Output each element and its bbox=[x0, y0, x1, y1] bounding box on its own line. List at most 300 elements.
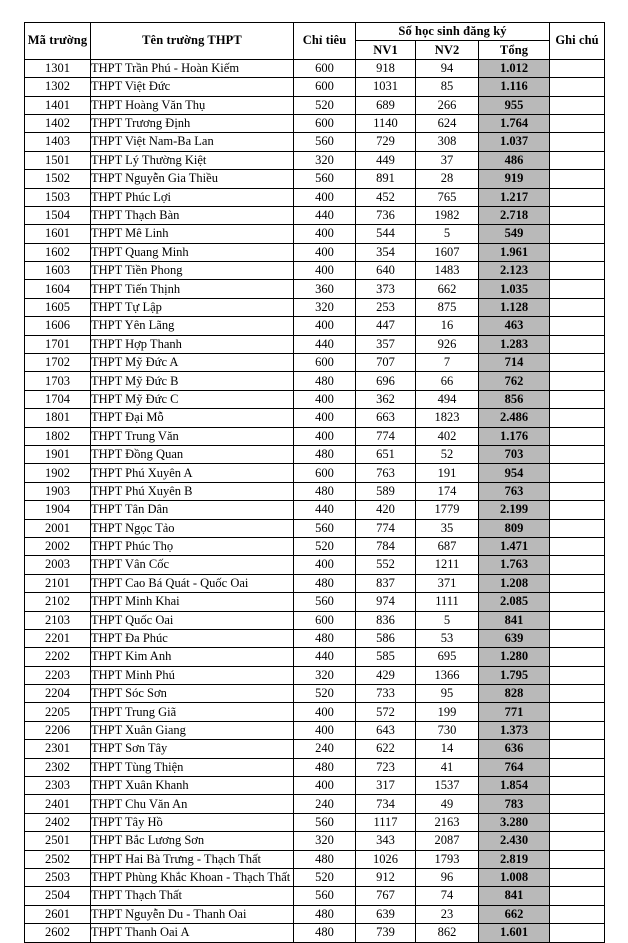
cell-note bbox=[550, 170, 605, 188]
cell-school-code: 1702 bbox=[25, 354, 91, 372]
cell-nv1: 651 bbox=[356, 445, 416, 463]
cell-total: 809 bbox=[479, 519, 550, 537]
cell-school-name: THPT Nguyễn Gia Thiều bbox=[91, 170, 294, 188]
cell-school-code: 1703 bbox=[25, 372, 91, 390]
cell-quota: 440 bbox=[294, 648, 356, 666]
cell-nv2: 53 bbox=[416, 629, 479, 647]
cell-quota: 240 bbox=[294, 795, 356, 813]
cell-nv1: 918 bbox=[356, 59, 416, 77]
cell-total: 2.819 bbox=[479, 850, 550, 868]
table-row bbox=[25, 335, 605, 353]
cell-nv1: 253 bbox=[356, 298, 416, 316]
cell-nv2: 7 bbox=[416, 354, 479, 372]
cell-quota: 440 bbox=[294, 335, 356, 353]
column-header-school-code: Mã trường bbox=[25, 23, 91, 60]
table-row bbox=[25, 519, 605, 537]
cell-school-code: 1801 bbox=[25, 409, 91, 427]
cell-school-name: THPT Thạch Bàn bbox=[91, 206, 294, 224]
cell-quota: 400 bbox=[294, 721, 356, 739]
cell-nv2: 28 bbox=[416, 170, 479, 188]
cell-note bbox=[550, 151, 605, 169]
table-row bbox=[25, 427, 605, 445]
cell-nv1: 689 bbox=[356, 96, 416, 114]
cell-note bbox=[550, 648, 605, 666]
cell-school-name: THPT Trung Văn bbox=[91, 427, 294, 445]
cell-school-name: THPT Việt Nam-Ba Lan bbox=[91, 133, 294, 151]
table-row bbox=[25, 133, 605, 151]
cell-nv2: 95 bbox=[416, 685, 479, 703]
cell-school-name: THPT Xuân Khanh bbox=[91, 777, 294, 795]
cell-total: 2.085 bbox=[479, 593, 550, 611]
table-row bbox=[25, 188, 605, 206]
cell-nv1: 544 bbox=[356, 225, 416, 243]
cell-quota: 400 bbox=[294, 243, 356, 261]
cell-nv1: 891 bbox=[356, 170, 416, 188]
cell-nv1: 373 bbox=[356, 280, 416, 298]
cell-nv2: 687 bbox=[416, 537, 479, 555]
cell-school-name: THPT Tiến Thịnh bbox=[91, 280, 294, 298]
cell-nv1: 452 bbox=[356, 188, 416, 206]
cell-school-name: THPT Xuân Giang bbox=[91, 721, 294, 739]
cell-nv1: 343 bbox=[356, 832, 416, 850]
cell-school-code: 2002 bbox=[25, 537, 91, 555]
cell-nv1: 429 bbox=[356, 666, 416, 684]
cell-school-code: 1802 bbox=[25, 427, 91, 445]
cell-total: 636 bbox=[479, 740, 550, 758]
cell-total: 2.486 bbox=[479, 409, 550, 427]
cell-school-code: 1402 bbox=[25, 114, 91, 132]
cell-nv1: 449 bbox=[356, 151, 416, 169]
cell-school-code: 2302 bbox=[25, 758, 91, 776]
cell-nv2: 174 bbox=[416, 482, 479, 500]
cell-school-code: 1604 bbox=[25, 280, 91, 298]
table-row bbox=[25, 409, 605, 427]
cell-total: 639 bbox=[479, 629, 550, 647]
cell-total: 1.795 bbox=[479, 666, 550, 684]
cell-school-code: 2602 bbox=[25, 924, 91, 942]
cell-total: 1.961 bbox=[479, 243, 550, 261]
cell-school-code: 2204 bbox=[25, 685, 91, 703]
cell-total: 1.471 bbox=[479, 537, 550, 555]
cell-quota: 400 bbox=[294, 427, 356, 445]
cell-total: 1.601 bbox=[479, 924, 550, 942]
cell-quota: 560 bbox=[294, 133, 356, 151]
cell-school-name: THPT Thạch Thất bbox=[91, 887, 294, 905]
table-row bbox=[25, 556, 605, 574]
cell-school-code: 2601 bbox=[25, 905, 91, 923]
cell-nv1: 739 bbox=[356, 924, 416, 942]
cell-note bbox=[550, 59, 605, 77]
cell-nv2: 402 bbox=[416, 427, 479, 445]
cell-note bbox=[550, 850, 605, 868]
cell-total: 2.718 bbox=[479, 206, 550, 224]
cell-quota: 400 bbox=[294, 188, 356, 206]
cell-note bbox=[550, 777, 605, 795]
cell-school-name: THPT Phú Xuyên A bbox=[91, 464, 294, 482]
table-header bbox=[25, 23, 605, 60]
cell-nv2: 66 bbox=[416, 372, 479, 390]
table-row bbox=[25, 59, 605, 77]
cell-quota: 600 bbox=[294, 464, 356, 482]
cell-nv1: 589 bbox=[356, 482, 416, 500]
cell-nv1: 974 bbox=[356, 593, 416, 611]
cell-quota: 480 bbox=[294, 850, 356, 868]
cell-total: 1.176 bbox=[479, 427, 550, 445]
cell-nv2: 926 bbox=[416, 335, 479, 353]
cell-nv2: 1111 bbox=[416, 593, 479, 611]
column-header-school-name: Tên trường THPT bbox=[91, 23, 294, 60]
cell-quota: 560 bbox=[294, 593, 356, 611]
cell-quota: 400 bbox=[294, 225, 356, 243]
table-row bbox=[25, 501, 605, 519]
cell-school-name: THPT Mê Linh bbox=[91, 225, 294, 243]
cell-note bbox=[550, 887, 605, 905]
cell-nv2: 41 bbox=[416, 758, 479, 776]
cell-nv2: 1537 bbox=[416, 777, 479, 795]
cell-nv1: 552 bbox=[356, 556, 416, 574]
cell-school-name: THPT Tây Hồ bbox=[91, 813, 294, 831]
cell-school-name: THPT Phúc Thọ bbox=[91, 537, 294, 555]
table-row bbox=[25, 629, 605, 647]
column-header-nv1: NV1 bbox=[356, 41, 416, 59]
cell-nv2: 94 bbox=[416, 59, 479, 77]
cell-nv1: 734 bbox=[356, 795, 416, 813]
cell-nv1: 1026 bbox=[356, 850, 416, 868]
cell-nv2: 1483 bbox=[416, 262, 479, 280]
cell-nv2: 494 bbox=[416, 390, 479, 408]
cell-school-code: 1504 bbox=[25, 206, 91, 224]
table-row bbox=[25, 372, 605, 390]
cell-nv1: 729 bbox=[356, 133, 416, 151]
table-row bbox=[25, 225, 605, 243]
cell-nv1: 420 bbox=[356, 501, 416, 519]
cell-school-code: 1502 bbox=[25, 170, 91, 188]
cell-quota: 600 bbox=[294, 59, 356, 77]
cell-note bbox=[550, 133, 605, 151]
table-row bbox=[25, 482, 605, 500]
cell-school-code: 2501 bbox=[25, 832, 91, 850]
cell-nv2: 37 bbox=[416, 151, 479, 169]
cell-nv1: 357 bbox=[356, 335, 416, 353]
cell-total: 662 bbox=[479, 905, 550, 923]
cell-nv2: 1211 bbox=[416, 556, 479, 574]
cell-quota: 320 bbox=[294, 832, 356, 850]
cell-total: 764 bbox=[479, 758, 550, 776]
table-row bbox=[25, 151, 605, 169]
cell-school-name: THPT Phúc Lợi bbox=[91, 188, 294, 206]
cell-school-code: 2101 bbox=[25, 574, 91, 592]
cell-quota: 560 bbox=[294, 813, 356, 831]
cell-total: 955 bbox=[479, 96, 550, 114]
cell-note bbox=[550, 574, 605, 592]
table-row bbox=[25, 721, 605, 739]
cell-note bbox=[550, 464, 605, 482]
cell-quota: 560 bbox=[294, 887, 356, 905]
table-row bbox=[25, 666, 605, 684]
cell-nv2: 1982 bbox=[416, 206, 479, 224]
cell-nv1: 639 bbox=[356, 905, 416, 923]
cell-quota: 480 bbox=[294, 758, 356, 776]
cell-school-code: 2206 bbox=[25, 721, 91, 739]
cell-note bbox=[550, 427, 605, 445]
cell-nv1: 774 bbox=[356, 427, 416, 445]
cell-total: 1.012 bbox=[479, 59, 550, 77]
cell-school-name: THPT Tùng Thiện bbox=[91, 758, 294, 776]
table-row bbox=[25, 795, 605, 813]
table-row bbox=[25, 96, 605, 114]
cell-total: 2.430 bbox=[479, 832, 550, 850]
table-row bbox=[25, 648, 605, 666]
cell-note bbox=[550, 317, 605, 335]
table-row bbox=[25, 685, 605, 703]
cell-nv1: 912 bbox=[356, 868, 416, 886]
cell-nv1: 447 bbox=[356, 317, 416, 335]
cell-school-name: THPT Mỹ Đức C bbox=[91, 390, 294, 408]
cell-nv1: 696 bbox=[356, 372, 416, 390]
cell-nv1: 663 bbox=[356, 409, 416, 427]
cell-school-code: 2402 bbox=[25, 813, 91, 831]
cell-total: 783 bbox=[479, 795, 550, 813]
cell-total: 2.123 bbox=[479, 262, 550, 280]
table-row bbox=[25, 243, 605, 261]
table-row bbox=[25, 262, 605, 280]
cell-quota: 480 bbox=[294, 482, 356, 500]
cell-school-code: 2201 bbox=[25, 629, 91, 647]
cell-note bbox=[550, 924, 605, 942]
cell-nv1: 736 bbox=[356, 206, 416, 224]
cell-quota: 400 bbox=[294, 703, 356, 721]
cell-quota: 320 bbox=[294, 666, 356, 684]
cell-quota: 480 bbox=[294, 372, 356, 390]
cell-total: 463 bbox=[479, 317, 550, 335]
cell-school-code: 2504 bbox=[25, 887, 91, 905]
cell-nv2: 14 bbox=[416, 740, 479, 758]
cell-school-code: 2001 bbox=[25, 519, 91, 537]
cell-total: 763 bbox=[479, 482, 550, 500]
cell-school-name: THPT Nguyễn Du - Thanh Oai bbox=[91, 905, 294, 923]
cell-nv2: 624 bbox=[416, 114, 479, 132]
cell-nv2: 875 bbox=[416, 298, 479, 316]
column-header-quota: Chỉ tiêu bbox=[294, 23, 356, 60]
cell-note bbox=[550, 243, 605, 261]
cell-school-code: 1904 bbox=[25, 501, 91, 519]
table-row bbox=[25, 758, 605, 776]
table-row bbox=[25, 170, 605, 188]
cell-nv2: 1366 bbox=[416, 666, 479, 684]
cell-nv1: 354 bbox=[356, 243, 416, 261]
table-row bbox=[25, 703, 605, 721]
cell-school-name: THPT Việt Đức bbox=[91, 78, 294, 96]
cell-quota: 400 bbox=[294, 409, 356, 427]
cell-nv1: 622 bbox=[356, 740, 416, 758]
cell-total: 841 bbox=[479, 611, 550, 629]
cell-school-name: THPT Trung Giã bbox=[91, 703, 294, 721]
cell-school-name: THPT Trần Phú - Hoàn Kiếm bbox=[91, 59, 294, 77]
cell-nv1: 763 bbox=[356, 464, 416, 482]
cell-quota: 600 bbox=[294, 78, 356, 96]
school-enrollment-table bbox=[24, 22, 605, 943]
cell-quota: 400 bbox=[294, 317, 356, 335]
cell-note bbox=[550, 96, 605, 114]
cell-school-name: THPT Hoàng Văn Thụ bbox=[91, 96, 294, 114]
cell-total: 703 bbox=[479, 445, 550, 463]
cell-school-code: 1704 bbox=[25, 390, 91, 408]
cell-school-code: 1603 bbox=[25, 262, 91, 280]
cell-school-name: THPT Mỹ Đức A bbox=[91, 354, 294, 372]
cell-total: 714 bbox=[479, 354, 550, 372]
cell-quota: 600 bbox=[294, 114, 356, 132]
cell-note bbox=[550, 445, 605, 463]
cell-nv1: 643 bbox=[356, 721, 416, 739]
cell-school-name: THPT Hợp Thanh bbox=[91, 335, 294, 353]
table-row bbox=[25, 905, 605, 923]
cell-note bbox=[550, 501, 605, 519]
cell-total: 1.217 bbox=[479, 188, 550, 206]
cell-school-code: 2003 bbox=[25, 556, 91, 574]
cell-total: 486 bbox=[479, 151, 550, 169]
cell-nv2: 2163 bbox=[416, 813, 479, 831]
cell-nv1: 1140 bbox=[356, 114, 416, 132]
cell-note bbox=[550, 262, 605, 280]
cell-total: 1.854 bbox=[479, 777, 550, 795]
cell-quota: 600 bbox=[294, 354, 356, 372]
cell-school-code: 1902 bbox=[25, 464, 91, 482]
cell-quota: 240 bbox=[294, 740, 356, 758]
cell-note bbox=[550, 482, 605, 500]
cell-note bbox=[550, 685, 605, 703]
column-header-note: Ghi chú bbox=[550, 23, 605, 60]
cell-nv2: 49 bbox=[416, 795, 479, 813]
cell-nv1: 774 bbox=[356, 519, 416, 537]
cell-nv2: 308 bbox=[416, 133, 479, 151]
cell-school-name: THPT Đồng Quan bbox=[91, 445, 294, 463]
cell-note bbox=[550, 593, 605, 611]
cell-nv2: 52 bbox=[416, 445, 479, 463]
cell-school-name: THPT Trương Định bbox=[91, 114, 294, 132]
cell-note bbox=[550, 556, 605, 574]
cell-quota: 480 bbox=[294, 629, 356, 647]
cell-total: 1.035 bbox=[479, 280, 550, 298]
cell-quota: 520 bbox=[294, 868, 356, 886]
table-header-row-top bbox=[25, 23, 605, 41]
cell-quota: 520 bbox=[294, 96, 356, 114]
table-row bbox=[25, 114, 605, 132]
cell-nv1: 707 bbox=[356, 354, 416, 372]
cell-school-code: 1501 bbox=[25, 151, 91, 169]
cell-school-code: 1301 bbox=[25, 59, 91, 77]
cell-note bbox=[550, 740, 605, 758]
cell-school-name: THPT Yên Lãng bbox=[91, 317, 294, 335]
cell-school-code: 2503 bbox=[25, 868, 91, 886]
cell-total: 1.373 bbox=[479, 721, 550, 739]
table-row bbox=[25, 850, 605, 868]
table-row bbox=[25, 537, 605, 555]
cell-note bbox=[550, 537, 605, 555]
cell-total: 2.199 bbox=[479, 501, 550, 519]
table-row bbox=[25, 924, 605, 942]
cell-school-code: 1403 bbox=[25, 133, 91, 151]
cell-school-name: THPT Ngọc Tảo bbox=[91, 519, 294, 537]
cell-nv1: 586 bbox=[356, 629, 416, 647]
cell-note bbox=[550, 188, 605, 206]
cell-total: 856 bbox=[479, 390, 550, 408]
cell-school-code: 2203 bbox=[25, 666, 91, 684]
cell-school-name: THPT Kim Anh bbox=[91, 648, 294, 666]
cell-quota: 560 bbox=[294, 170, 356, 188]
cell-school-name: THPT Đa Phúc bbox=[91, 629, 294, 647]
cell-quota: 400 bbox=[294, 777, 356, 795]
cell-school-code: 2301 bbox=[25, 740, 91, 758]
cell-quota: 400 bbox=[294, 556, 356, 574]
cell-total: 1.008 bbox=[479, 868, 550, 886]
cell-nv2: 5 bbox=[416, 611, 479, 629]
cell-school-name: THPT Minh Phú bbox=[91, 666, 294, 684]
cell-nv2: 16 bbox=[416, 317, 479, 335]
cell-quota: 320 bbox=[294, 151, 356, 169]
cell-note bbox=[550, 703, 605, 721]
cell-school-name: THPT Bắc Lương Sơn bbox=[91, 832, 294, 850]
cell-nv2: 371 bbox=[416, 574, 479, 592]
cell-nv2: 191 bbox=[416, 464, 479, 482]
cell-total: 919 bbox=[479, 170, 550, 188]
cell-total: 762 bbox=[479, 372, 550, 390]
cell-nv1: 362 bbox=[356, 390, 416, 408]
cell-note bbox=[550, 280, 605, 298]
cell-note bbox=[550, 721, 605, 739]
cell-nv2: 199 bbox=[416, 703, 479, 721]
cell-school-code: 1601 bbox=[25, 225, 91, 243]
cell-school-name: THPT Quang Minh bbox=[91, 243, 294, 261]
table-row bbox=[25, 832, 605, 850]
cell-school-code: 1701 bbox=[25, 335, 91, 353]
table-row bbox=[25, 354, 605, 372]
table-row bbox=[25, 298, 605, 316]
cell-note bbox=[550, 78, 605, 96]
cell-note bbox=[550, 758, 605, 776]
cell-quota: 560 bbox=[294, 519, 356, 537]
cell-school-code: 2303 bbox=[25, 777, 91, 795]
table-row bbox=[25, 390, 605, 408]
column-header-total: Tổng bbox=[479, 41, 550, 59]
cell-total: 3.280 bbox=[479, 813, 550, 831]
table-row bbox=[25, 574, 605, 592]
table-row bbox=[25, 445, 605, 463]
table-body bbox=[25, 59, 605, 942]
cell-note bbox=[550, 666, 605, 684]
cell-school-name: THPT Thanh Oai A bbox=[91, 924, 294, 942]
cell-note bbox=[550, 905, 605, 923]
cell-quota: 520 bbox=[294, 537, 356, 555]
cell-note bbox=[550, 868, 605, 886]
cell-school-code: 2502 bbox=[25, 850, 91, 868]
cell-school-name: THPT Phùng Khắc Khoan - Thạch Thất bbox=[91, 868, 294, 886]
cell-school-name: THPT Vân Cốc bbox=[91, 556, 294, 574]
cell-total: 954 bbox=[479, 464, 550, 482]
cell-school-code: 2205 bbox=[25, 703, 91, 721]
cell-school-code: 1903 bbox=[25, 482, 91, 500]
cell-nv1: 836 bbox=[356, 611, 416, 629]
cell-note bbox=[550, 409, 605, 427]
table-row bbox=[25, 464, 605, 482]
cell-school-code: 1302 bbox=[25, 78, 91, 96]
cell-nv2: 74 bbox=[416, 887, 479, 905]
cell-note bbox=[550, 390, 605, 408]
cell-school-name: THPT Hai Bà Trưng - Thạch Thất bbox=[91, 850, 294, 868]
table-row bbox=[25, 887, 605, 905]
cell-quota: 480 bbox=[294, 574, 356, 592]
cell-quota: 480 bbox=[294, 924, 356, 942]
cell-school-code: 2401 bbox=[25, 795, 91, 813]
